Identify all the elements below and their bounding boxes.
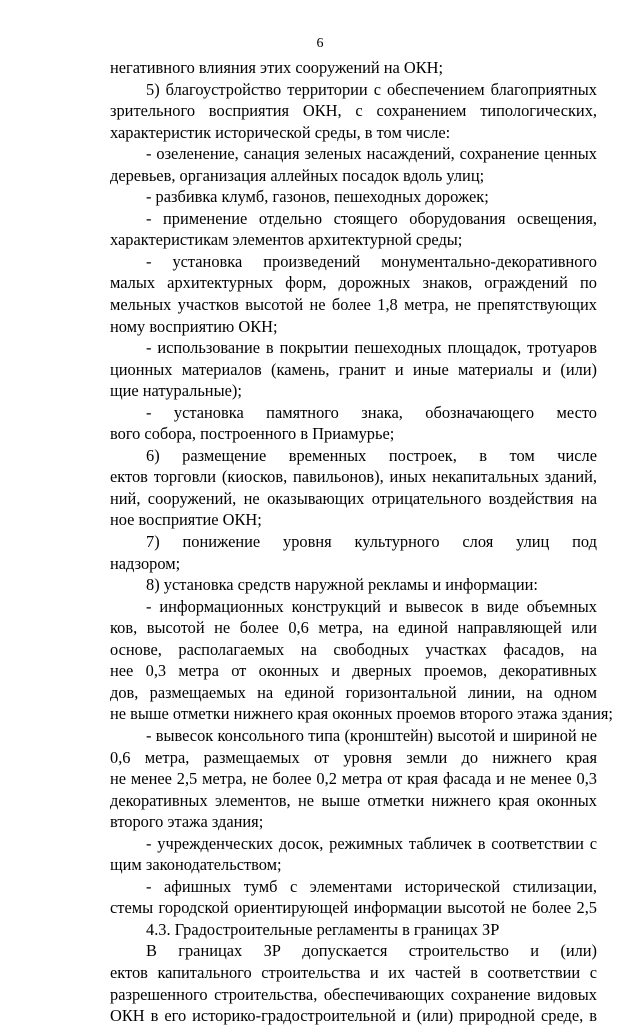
text-line: щие натуральные); (110, 381, 242, 401)
text-line: ний, сооружений, не оказывающих отрицательного воздействия на (110, 488, 597, 508)
text-line: дов, размещаемых на единой горизонтальной линии, на одном (110, 682, 597, 702)
text-line: вого собора, построенного в Приамурье; (110, 424, 395, 444)
text-line: 5) благоустройство территории с обеспечением благоприятных (146, 79, 597, 99)
text-line: ектов торговли (киосков, павильонов), иных некапитальных зданий, (110, 467, 597, 487)
text-line: 7) понижение уровня культурного слоя улиц под (146, 532, 597, 552)
text-line: мельных участков высотой не более 1,8 метра, не препятствующих (110, 295, 597, 315)
text-line: 6) размещение временных построек, в том числе (146, 445, 597, 465)
text-line: характеристик исторической среды, в том числе: (110, 122, 451, 142)
text-line: зрительного восприятия ОКН, с сохранением типологических, (110, 101, 597, 121)
text-line: 0,6 метра, размещаемых от уровня земли до нижнего края (110, 747, 597, 767)
text-line: - установка памятного знака, обозначающего место (146, 402, 597, 422)
text-line: характеристикам элементов архитектурной среды; (110, 230, 463, 250)
text-line: ционных материалов (камень, гранит и иные материалы и (или) (110, 359, 597, 379)
text-line: деревьев, организация аллейных посадок вдоль улиц; (110, 165, 485, 185)
text-line: ектов капитального строительства и их частей в соответствии с (110, 962, 597, 982)
text-line: - разбивка клумб, газонов, пешеходных дорожек; (146, 187, 489, 207)
text-line: декоративных элементов, не выше отметки нижнего края оконных (110, 790, 597, 810)
text-line: ное восприятие ОКН; (110, 510, 262, 530)
text-line: 4.3. Градостроительные регламенты в границах ЗР (146, 919, 500, 939)
text-line: ному восприятию ОКН; (110, 316, 278, 336)
text-line: малых архитектурных форм, дорожных знаков, ограждений по (110, 273, 597, 293)
text-line: разрешенного строительства, обеспечивающих сохранение видовых (110, 984, 597, 1004)
text-line: основе, располагаемых на свободных участках фасадов, на (110, 639, 597, 659)
text-line: - афишных тумб с элементами исторической стилизации, (146, 876, 597, 896)
text-line: второго этажа здания; (110, 812, 264, 832)
text-line: щим законодательством; (110, 855, 282, 875)
text-line: - озеленение, санация зеленых насаждений, сохранение ценных (146, 144, 597, 164)
text-line: стемы городской ориентирующей информации высотой не более 2,5 (110, 898, 597, 918)
document-body (110, 57, 613, 1027)
text-line: - информационных конструкций и вывесок в виде объемных (146, 596, 597, 616)
text-line: не менее 2,5 метра, не более 0,2 метра от края фасада и не менее 0,3 (110, 769, 597, 789)
text-line: В границах ЗР допускается строительство и (или) (146, 941, 597, 961)
text-line: нее 0,3 метра от оконных и дверных проемов, декоративных (110, 661, 597, 681)
text-line: надзором; (110, 553, 181, 573)
text-line: 8) установка средств наружной рекламы и информации: (146, 575, 538, 595)
text-line: ков, высотой не более 0,6 метра, на единой направляющей или (110, 618, 597, 638)
text-line: не выше отметки нижнего края оконных проемов второго этажа здания; (110, 704, 613, 724)
text-line: негативного влияния этих сооружений на ОКН; (110, 58, 444, 77)
text-line: - вывесок консольного типа (кронштейн) высотой и шириной не (146, 725, 597, 745)
text-line: - учрежденческих досок, режимных табличек в соответствии с (146, 833, 597, 853)
text-line: - применение отдельно стоящего оборудования освещения, (146, 208, 597, 228)
text-line: ОКН в его историко-градостроительной и (или) природной среде, в (110, 1006, 597, 1026)
text-line: - установка произведений монументально-декоративного (146, 251, 597, 271)
page-number: 6 (316, 36, 324, 51)
text-line: - использование в покрытии пешеходных площадок, тротуаров (146, 338, 597, 358)
